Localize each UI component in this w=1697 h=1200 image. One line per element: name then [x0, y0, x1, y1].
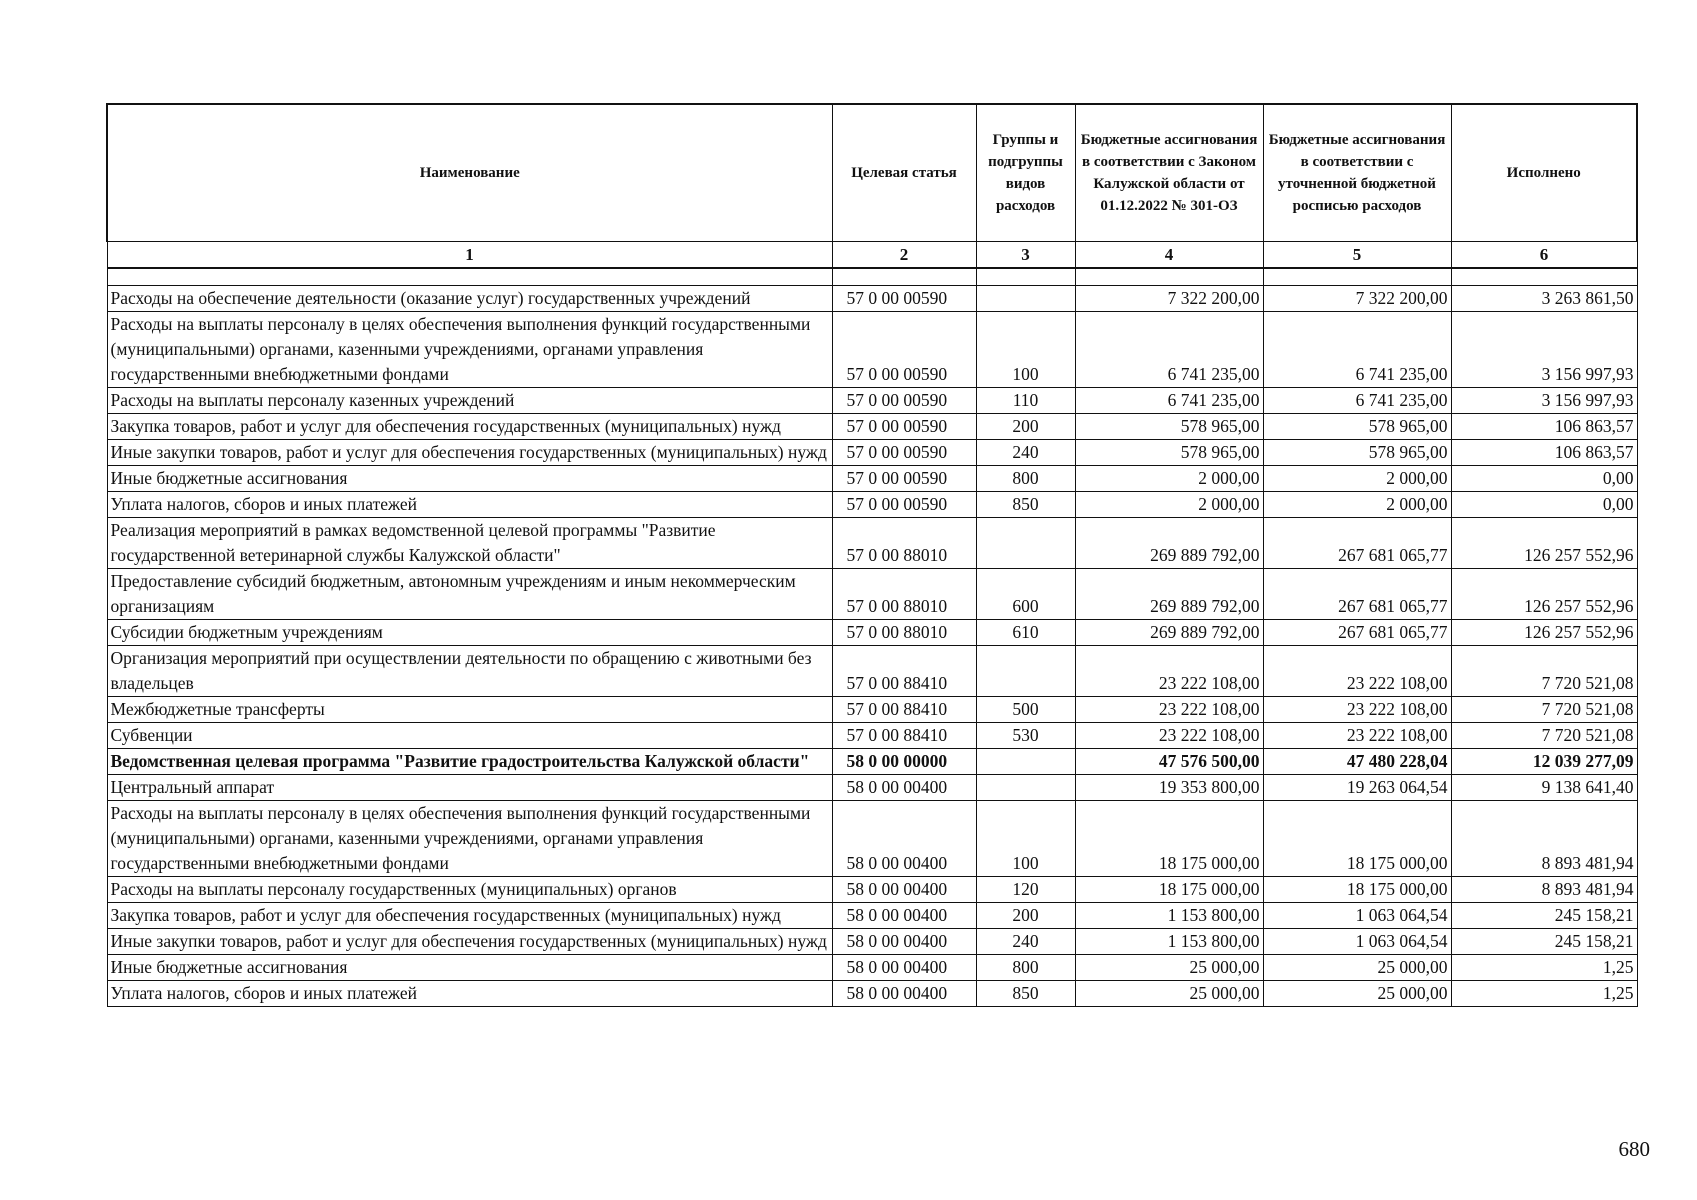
cell-expense-group: 200 — [976, 414, 1075, 440]
cell-expense-group — [976, 518, 1075, 569]
cell-law-amount: 269 889 792,00 — [1075, 620, 1263, 646]
cell-name: Расходы на выплаты персоналу казенных учреждений — [107, 388, 832, 414]
cell-law-amount: 23 222 108,00 — [1075, 723, 1263, 749]
cell-name: Иные закупки товаров, работ и услуг для обеспечения государственных (муниципальных) нужд — [107, 440, 832, 466]
cell-target-article: 57 0 00 88010 — [832, 620, 976, 646]
cell-target-article: 58 0 00 00000 — [832, 749, 976, 775]
cell-expense-group: 850 — [976, 492, 1075, 518]
cell-name: Закупка товаров, работ и услуг для обеспечения государственных (муниципальных) нужд — [107, 903, 832, 929]
cell-executed-amount: 7 720 521,08 — [1451, 646, 1637, 697]
cell-target-article: 58 0 00 00400 — [832, 775, 976, 801]
cell-target-article: 57 0 00 00590 — [832, 286, 976, 312]
cell-refined-amount: 23 222 108,00 — [1263, 646, 1451, 697]
table-row — [107, 877, 1637, 903]
cell-executed-amount: 1,25 — [1451, 955, 1637, 981]
column-number: 6 — [1451, 242, 1637, 269]
cell-name: Расходы на выплаты персоналу государственных (муниципальных) органов — [107, 877, 832, 903]
table-row — [107, 646, 1637, 697]
cell-expense-group: 120 — [976, 877, 1075, 903]
cell-name: Ведомственная целевая программа "Развитие градостроительства Калужской области" — [107, 749, 832, 775]
cell-expense-group: 200 — [976, 903, 1075, 929]
cell-target-article: 57 0 00 00590 — [832, 414, 976, 440]
cell-expense-group: 110 — [976, 388, 1075, 414]
cell-executed-amount: 9 138 641,40 — [1451, 775, 1637, 801]
cell-expense-group: 610 — [976, 620, 1075, 646]
cell-executed-amount: 7 720 521,08 — [1451, 697, 1637, 723]
cell-law-amount: 23 222 108,00 — [1075, 697, 1263, 723]
column-number: 1 — [107, 242, 832, 269]
cell-law-amount: 578 965,00 — [1075, 414, 1263, 440]
cell-name: Организация мероприятий при осуществлении деятельности по обращению с животными без владельцев — [107, 646, 832, 697]
cell-law-amount: 7 322 200,00 — [1075, 286, 1263, 312]
cell-executed-amount: 7 720 521,08 — [1451, 723, 1637, 749]
cell-executed-amount: 106 863,57 — [1451, 414, 1637, 440]
cell-executed-amount: 106 863,57 — [1451, 440, 1637, 466]
cell-executed-amount: 126 257 552,96 — [1451, 620, 1637, 646]
cell-law-amount: 25 000,00 — [1075, 981, 1263, 1007]
column-number: 4 — [1075, 242, 1263, 269]
cell-executed-amount: 126 257 552,96 — [1451, 518, 1637, 569]
table-row — [107, 697, 1637, 723]
column-number-row — [107, 242, 1637, 269]
cell-law-amount: 18 175 000,00 — [1075, 801, 1263, 877]
cell-target-article: 57 0 00 88010 — [832, 569, 976, 620]
cell-expense-group — [976, 646, 1075, 697]
cell-target-article: 57 0 00 88010 — [832, 518, 976, 569]
cell-law-amount: 47 576 500,00 — [1075, 749, 1263, 775]
cell-target-article: 57 0 00 00590 — [832, 440, 976, 466]
header-executed: Исполнено — [1451, 104, 1637, 242]
cell-executed-amount: 1,25 — [1451, 981, 1637, 1007]
cell-refined-amount: 2 000,00 — [1263, 492, 1451, 518]
cell-name: Иные закупки товаров, работ и услуг для обеспечения государственных (муниципальных) нужд — [107, 929, 832, 955]
cell-target-article: 57 0 00 88410 — [832, 723, 976, 749]
cell-refined-amount: 267 681 065,77 — [1263, 518, 1451, 569]
cell-refined-amount: 23 222 108,00 — [1263, 723, 1451, 749]
cell-law-amount: 19 353 800,00 — [1075, 775, 1263, 801]
header-refined-allocations: Бюджетные ассигнования в соответствии с уточненной бюджетной росписью расходов — [1263, 104, 1451, 242]
cell-law-amount: 269 889 792,00 — [1075, 518, 1263, 569]
cell-executed-amount: 12 039 277,09 — [1451, 749, 1637, 775]
cell-refined-amount: 578 965,00 — [1263, 440, 1451, 466]
cell-name: Субвенции — [107, 723, 832, 749]
cell-expense-group — [976, 286, 1075, 312]
cell-refined-amount: 47 480 228,04 — [1263, 749, 1451, 775]
cell-expense-group: 100 — [976, 312, 1075, 388]
cell-target-article: 58 0 00 00400 — [832, 955, 976, 981]
cell-expense-group: 100 — [976, 801, 1075, 877]
cell-target-article: 57 0 00 00590 — [832, 466, 976, 492]
cell-refined-amount: 267 681 065,77 — [1263, 569, 1451, 620]
header-law-allocations: Бюджетные ассигнования в соответствии с Законом Калужской области от 01.12.2022 № 301-ОЗ — [1075, 104, 1263, 242]
table-row — [107, 929, 1637, 955]
cell-law-amount: 2 000,00 — [1075, 492, 1263, 518]
page-number: 680 — [1618, 1137, 1650, 1161]
table-row — [107, 620, 1637, 646]
cell-law-amount: 269 889 792,00 — [1075, 569, 1263, 620]
cell-name: Расходы на выплаты персоналу в целях обеспечения выполнения функций государственными (муниципальными) органами, казенными учреждениями, органами управления государственными внебюджетными фондами — [107, 312, 832, 388]
column-number: 5 — [1263, 242, 1451, 269]
cell-executed-amount: 245 158,21 — [1451, 929, 1637, 955]
table-row — [107, 749, 1637, 775]
cell-name: Иные бюджетные ассигнования — [107, 466, 832, 492]
cell-target-article: 57 0 00 00590 — [832, 388, 976, 414]
cell-executed-amount: 245 158,21 — [1451, 903, 1637, 929]
header-target-article: Целевая статья — [832, 104, 976, 242]
cell-expense-group: 800 — [976, 466, 1075, 492]
table-row — [107, 414, 1637, 440]
cell-refined-amount: 1 063 064,54 — [1263, 903, 1451, 929]
cell-name: Уплата налогов, сборов и иных платежей — [107, 981, 832, 1007]
cell-name: Субсидии бюджетным учреждениям — [107, 620, 832, 646]
column-number: 3 — [976, 242, 1075, 269]
cell-refined-amount: 25 000,00 — [1263, 981, 1451, 1007]
cell-refined-amount: 6 741 235,00 — [1263, 388, 1451, 414]
table-row — [107, 955, 1637, 981]
cell-target-article: 57 0 00 00590 — [832, 492, 976, 518]
cell-expense-group: 850 — [976, 981, 1075, 1007]
cell-executed-amount: 0,00 — [1451, 492, 1637, 518]
cell-refined-amount: 578 965,00 — [1263, 414, 1451, 440]
cell-expense-group: 240 — [976, 929, 1075, 955]
cell-law-amount: 18 175 000,00 — [1075, 877, 1263, 903]
cell-refined-amount: 19 263 064,54 — [1263, 775, 1451, 801]
cell-refined-amount: 2 000,00 — [1263, 466, 1451, 492]
table-row — [107, 801, 1637, 877]
cell-executed-amount: 3 263 861,50 — [1451, 286, 1637, 312]
cell-expense-group: 240 — [976, 440, 1075, 466]
table-row — [107, 492, 1637, 518]
cell-name: Реализация мероприятий в рамках ведомственной целевой программы "Развитие государственной ветеринарной службы Калужской области" — [107, 518, 832, 569]
cell-expense-group: 600 — [976, 569, 1075, 620]
cell-target-article: 57 0 00 88410 — [832, 697, 976, 723]
cell-refined-amount: 7 322 200,00 — [1263, 286, 1451, 312]
cell-target-article: 57 0 00 00590 — [832, 312, 976, 388]
header-name: Наименование — [107, 104, 832, 242]
table-row — [107, 286, 1637, 312]
cell-target-article: 58 0 00 00400 — [832, 877, 976, 903]
cell-executed-amount: 0,00 — [1451, 466, 1637, 492]
table-row — [107, 518, 1637, 569]
cell-target-article: 58 0 00 00400 — [832, 929, 976, 955]
cell-law-amount: 6 741 235,00 — [1075, 312, 1263, 388]
cell-name: Центральный аппарат — [107, 775, 832, 801]
cell-expense-group: 500 — [976, 697, 1075, 723]
table-row — [107, 723, 1637, 749]
cell-law-amount: 1 153 800,00 — [1075, 903, 1263, 929]
cell-executed-amount: 3 156 997,93 — [1451, 388, 1637, 414]
cell-executed-amount: 8 893 481,94 — [1451, 877, 1637, 903]
cell-expense-group: 530 — [976, 723, 1075, 749]
cell-executed-amount: 8 893 481,94 — [1451, 801, 1637, 877]
cell-expense-group: 800 — [976, 955, 1075, 981]
cell-law-amount: 578 965,00 — [1075, 440, 1263, 466]
table-row — [107, 775, 1637, 801]
cell-expense-group — [976, 775, 1075, 801]
cell-name: Закупка товаров, работ и услуг для обеспечения государственных (муниципальных) нужд — [107, 414, 832, 440]
cell-refined-amount: 1 063 064,54 — [1263, 929, 1451, 955]
cell-law-amount: 25 000,00 — [1075, 955, 1263, 981]
cell-executed-amount: 3 156 997,93 — [1451, 312, 1637, 388]
header-expense-groups: Группы и подгруппы видов расходов — [976, 104, 1075, 242]
cell-name: Предоставление субсидий бюджетным, автономным учреждениям и иным некоммерческим организациям — [107, 569, 832, 620]
cell-name: Иные бюджетные ассигнования — [107, 955, 832, 981]
header-row — [107, 104, 1637, 242]
cell-executed-amount: 126 257 552,96 — [1451, 569, 1637, 620]
cell-law-amount: 23 222 108,00 — [1075, 646, 1263, 697]
budget-table — [106, 103, 1638, 1007]
cell-expense-group — [976, 749, 1075, 775]
cell-name: Уплата налогов, сборов и иных платежей — [107, 492, 832, 518]
spacer-row — [107, 268, 1637, 286]
cell-name: Расходы на выплаты персоналу в целях обеспечения выполнения функций государственными (муниципальными) органами, казенными учреждениями, органами управления государственными внебюджетными фондами — [107, 801, 832, 877]
table-row — [107, 312, 1637, 388]
cell-target-article: 57 0 00 88410 — [832, 646, 976, 697]
cell-refined-amount: 6 741 235,00 — [1263, 312, 1451, 388]
cell-refined-amount: 25 000,00 — [1263, 955, 1451, 981]
table-row — [107, 569, 1637, 620]
cell-refined-amount: 18 175 000,00 — [1263, 801, 1451, 877]
cell-law-amount: 6 741 235,00 — [1075, 388, 1263, 414]
cell-law-amount: 1 153 800,00 — [1075, 929, 1263, 955]
cell-refined-amount: 267 681 065,77 — [1263, 620, 1451, 646]
cell-target-article: 58 0 00 00400 — [832, 981, 976, 1007]
cell-target-article: 58 0 00 00400 — [832, 903, 976, 929]
cell-refined-amount: 23 222 108,00 — [1263, 697, 1451, 723]
cell-name: Расходы на обеспечение деятельности (оказание услуг) государственных учреждений — [107, 286, 832, 312]
table-row — [107, 981, 1637, 1007]
table-row — [107, 466, 1637, 492]
cell-refined-amount: 18 175 000,00 — [1263, 877, 1451, 903]
cell-target-article: 58 0 00 00400 — [832, 801, 976, 877]
table-body — [107, 268, 1637, 1007]
cell-law-amount: 2 000,00 — [1075, 466, 1263, 492]
cell-name: Межбюджетные трансферты — [107, 697, 832, 723]
table-row — [107, 388, 1637, 414]
column-number: 2 — [832, 242, 976, 269]
table-row — [107, 440, 1637, 466]
table-row — [107, 903, 1637, 929]
